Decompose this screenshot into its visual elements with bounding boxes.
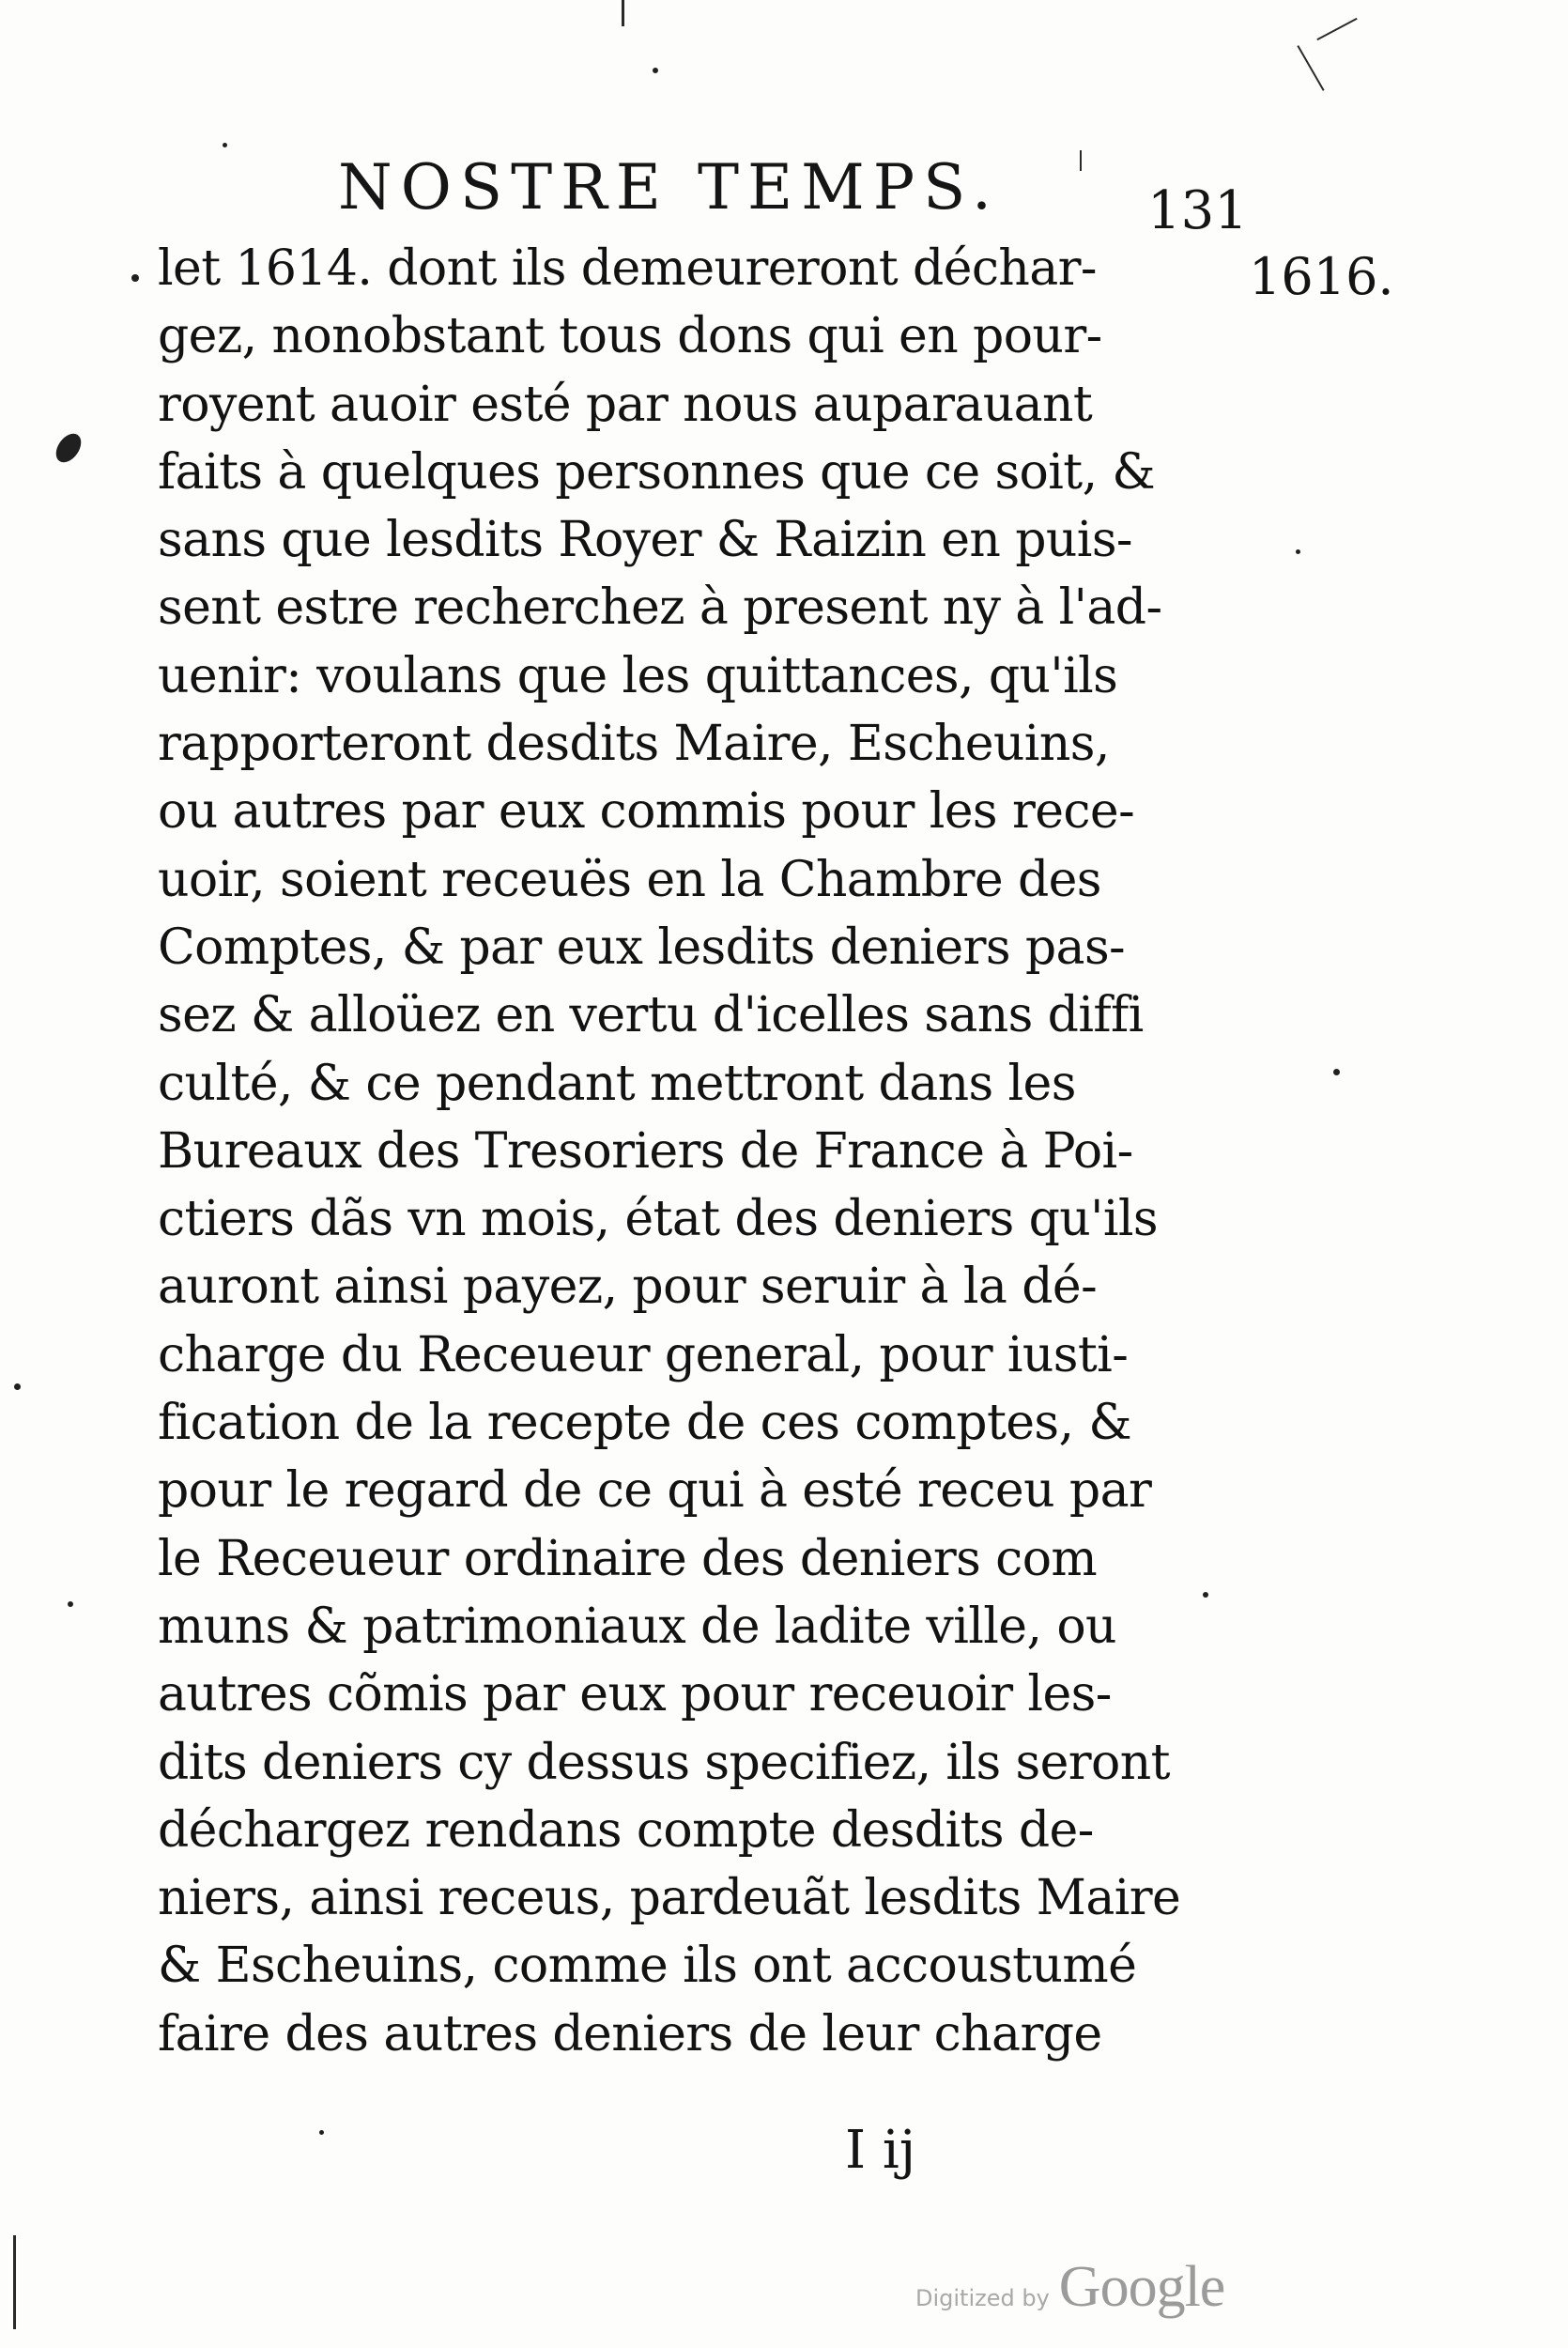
text-line: ou autres par eux commis pour les rece- <box>158 783 1135 841</box>
text-line: Bureaux des Tresoriers de France à Poi- <box>158 1122 1133 1180</box>
text-line: muns & patrimoniaux de ladite ville, ou <box>158 1598 1116 1655</box>
scan-dot <box>653 68 658 73</box>
text-line: Comptes, & par eux lesdits deniers pas- <box>158 919 1126 976</box>
text-line: gez, nonobstant tous dons qui en pour- <box>158 308 1102 365</box>
text-line: dits deniers cy dessus specifiez, ils seront <box>158 1734 1170 1791</box>
text-line: pour le regard de ce qui à esté receu par <box>158 1462 1152 1520</box>
text-line: charge du Receueur general, pour iusti- <box>158 1326 1129 1383</box>
text-line: let 1614. dont ils demeureront déchar- <box>158 240 1097 297</box>
scan-dot <box>319 2130 324 2135</box>
text-line: sent estre recherchez à present ny à l'ad- <box>158 579 1162 637</box>
text-line: rapporteront desdits Maire, Escheuins, <box>158 716 1110 773</box>
scan-dot <box>223 143 227 147</box>
text-line: autres cõmis par eux pour receuoir les- <box>158 1666 1112 1723</box>
text-line: le Receueur ordinaire des deniers com <box>158 1530 1098 1587</box>
page-number: 131 <box>1147 180 1248 241</box>
watermark-prefix: Digitized by <box>915 2285 1050 2311</box>
signature-mark: I ij <box>845 2120 916 2181</box>
body-text <box>158 235 1237 2068</box>
scan-mark <box>13 2235 16 2329</box>
text-line: faire des autres deniers de leur charge <box>158 2005 1102 2062</box>
scan-mark <box>622 0 624 26</box>
scan-mark <box>1316 18 1357 40</box>
text-line: auront ainsi payez, pour seruir à la dé- <box>158 1259 1098 1316</box>
scan-dot <box>68 1601 73 1607</box>
text-line: & Escheuins, comme ils ont accoustumé <box>158 1938 1137 1995</box>
running-head: NOSTRE TEMPS. <box>338 151 1000 224</box>
text-line: sans que lesdits Royer & Raizin en puis- <box>158 512 1132 569</box>
text-line: ctiers dãs vn mois, état des deniers qu'ils <box>158 1191 1159 1248</box>
text-line: déchargez rendans compte desdits de- <box>158 1801 1094 1859</box>
scan-mark <box>1297 45 1324 91</box>
text-line: faits à quelques personnes que ce soit, & <box>158 443 1156 501</box>
text-line: sez & alloüez en vertu d'icelles sans diffi <box>158 987 1144 1044</box>
scan-dot <box>1296 549 1300 554</box>
text-line: fication de la recepte de ces comptes, & <box>158 1395 1132 1452</box>
margin-year-note: 1616. <box>1249 247 1394 306</box>
text-line: uoir, soient receuës en la Chambre des <box>158 851 1101 908</box>
text-line: uenir: voulans que les quittances, qu'ils <box>158 647 1118 704</box>
scan-dot <box>131 274 139 282</box>
scan-dot <box>1203 1592 1208 1598</box>
scan-dot <box>1333 1069 1340 1075</box>
digitized-watermark <box>915 2254 1224 2320</box>
scan-dot <box>14 1383 21 1390</box>
text-line: royent auoir esté par nous auparauant <box>158 376 1093 433</box>
scan-mark <box>1080 150 1082 171</box>
scan-blot <box>51 429 86 467</box>
text-line: niers, ainsi receus, pardeuãt lesdits Maire <box>158 1870 1181 1927</box>
text-line: culté, & ce pendant mettront dans les <box>158 1055 1076 1112</box>
watermark-brand: Google <box>1058 2255 1225 2319</box>
